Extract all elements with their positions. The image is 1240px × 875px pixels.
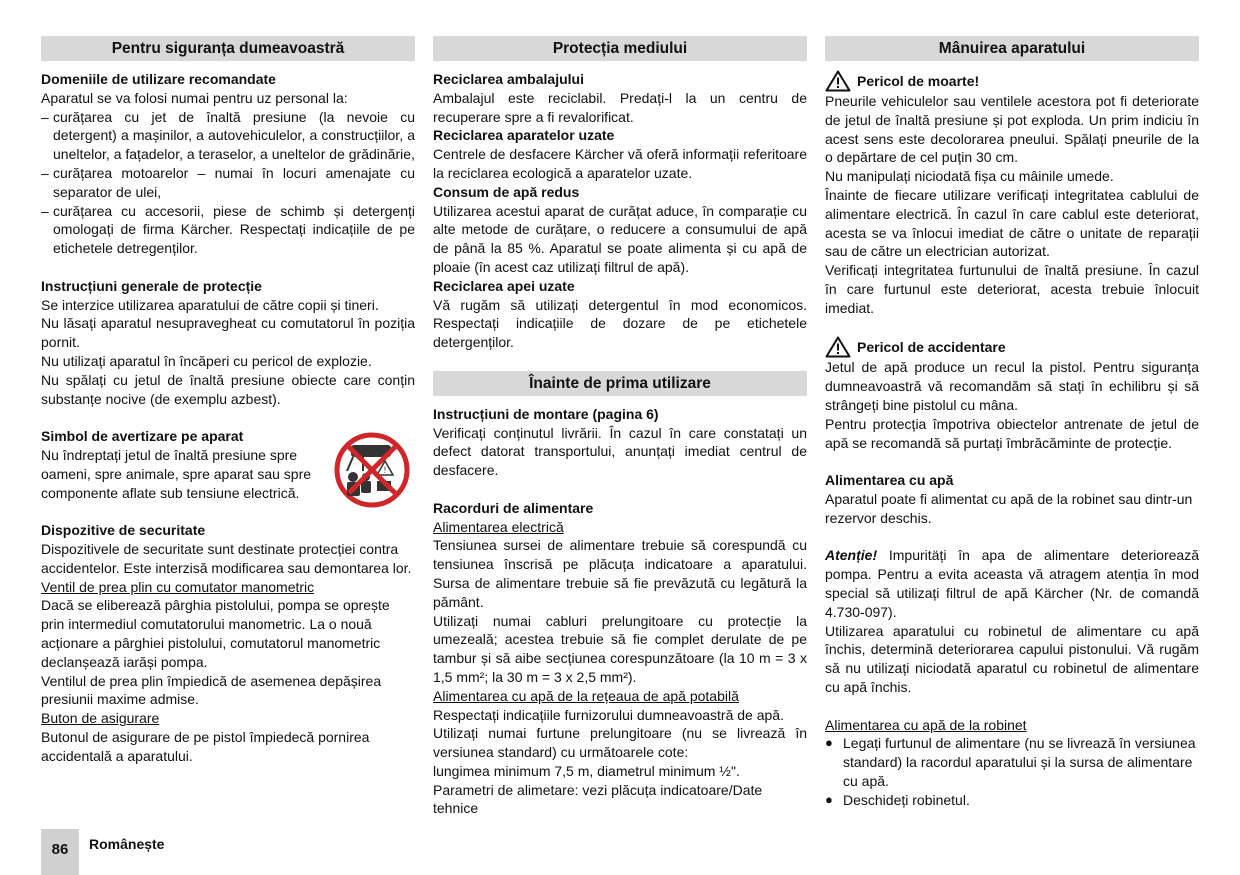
waste-water-text: Vă rugăm să utilizați detergentul în mod economicos. Respectați indicațiile de dozare de pe etichetele detergenților. bbox=[433, 296, 807, 351]
attention-note: Atenție! Impuritäți în apa de alimentare deteriorează pompa. Pentru a evita aceasta vă atragem atenția în mod special să utilizați filtrul de apă Kärcher (Nr. de comandă 4.730-097). bbox=[825, 547, 1199, 620]
subheading-tap-water-supply: Alimentarea cu apă de la robinet bbox=[825, 716, 1027, 733]
heading-waste-water: Reciclarea apei uzate bbox=[433, 277, 575, 294]
warning-title: Pericol de moarte! bbox=[857, 73, 980, 89]
water-consumption-text: Utilizarea acestui aparat de curățat aduce, în comparație cu alte metode de curățare, o reducere a consumului de apă de până la 85 %. Aparatul se poate alimenta și cu apă de ploaie (în acest caz utilizați filtrul de apă). bbox=[433, 202, 807, 275]
heading-water-supply: Alimentarea cu apă bbox=[825, 472, 954, 489]
water-supply-text: Utilizați numai furtune prelungitoare (nu se livrează în versiunea standard) cu următoarele cote: bbox=[433, 725, 807, 761]
general-protection-text: Nu spălați cu jetul de înaltă presiune obiecte care conțin substanțe nocive (de exemplu azbest). bbox=[41, 371, 415, 407]
section-header-environment: Protecția mediului bbox=[433, 36, 807, 61]
section-header-safety: Pentru siguranța dumeavoastră bbox=[41, 36, 415, 61]
danger-of-death-text: Nu manipulați niciodată fișa cu mâinile umede. bbox=[825, 168, 1114, 185]
no-spray-warning-icon bbox=[333, 431, 411, 509]
danger-of-death-text: Înainte de fiecare utilizare verificați integritatea cablului de alimentare electrică. În cazul în care cablul este deteriorat, acesta se va înlocui imediat de către o unitate de reparații sau de către un electrician autorizat. bbox=[825, 186, 1199, 260]
warning-symbol-text: Nu îndreptați jetul de înaltă presiune spre oameni, spre animale, spre aparat sau spre componente aflate sub tensiune electrică. bbox=[41, 446, 312, 501]
old-device-recycling-text: Centrele de desfacere Kärcher vă oferă informații referitoare la reciclarea ecologică a aparatelor uzate. bbox=[433, 146, 807, 181]
assembly-instructions-text: Verificați conținutul livrării. În cazul în care constatați un defect datorat transportului, anunțați imediat centrul de desfacere. bbox=[433, 424, 807, 479]
safety-button-text: Butonul de asigurare de pe pistol împiedecă pornirea accidentală a aparatului. bbox=[41, 728, 370, 764]
danger-of-death-text: Verificați integritatea furtunului de înaltă presiune. În cazul în care furtunul este deteriorat, acesta trebuie înlocuit imediat. bbox=[825, 262, 1199, 316]
list-item: – curățarea cu accesorii, piese de schimb și detergenți omologați de firma Kärcher. Respectați indicațiile de pe etichetele detregenților. bbox=[41, 202, 415, 257]
warning-danger-of-death bbox=[825, 70, 1199, 92]
closed-tap-warning-text: Utilizarea aparatului cu robinetul de alimentare cu apă închis, determină deteriorarea capului pistonului. Vă rugăm să nu utilizați niciodată aparatul cu robinetul de alimentare cu apă închis. bbox=[825, 622, 1199, 695]
subheading-water-supply-network: Alimentarea cu apă de la rețeaua de apă potabilă bbox=[433, 687, 739, 704]
hose-dimensions-text: lungimea minimum 7,5 m, diametrul minimum ½". bbox=[433, 762, 740, 779]
accident-risk-text: Jetul de apă produce un recul la pistol. Pentru siguranța dumneavoastră vă recomandăm să stați în echilibru și să strângeți bine pistolul cu mâna. bbox=[825, 359, 1199, 413]
overflow-valve-text: Dacă se eliberează pârghia pistolului, pompa se oprește prin intermediul comutatorului manometric. La o nouă acționare a pârghiei pistolului, comutatorul manometric declanșează iarăși pompa. bbox=[41, 597, 390, 670]
list-item: – curățarea motoarelor – numai în locuri amenajate cu separator de ulei, bbox=[41, 164, 415, 200]
heading-general-protection: Instrucțiuni generale de protecție bbox=[41, 277, 262, 294]
column-environment bbox=[433, 36, 807, 818]
language-label: Românește bbox=[89, 836, 165, 852]
heading-old-device-recycling: Reciclarea aparatelor uzate bbox=[433, 127, 615, 144]
section-header-handling: Mânuirea aparatului bbox=[825, 36, 1199, 61]
list-item: ● Legați furtunul de alimentare (nu se livrează în versiunea standard) la racordul aparatului și la sursa de alimentare cu apă. bbox=[825, 735, 1196, 789]
water-supply-text: Aparatul poate fi alimentat cu apă de la robinet sau dintr-un rezervor deschis. bbox=[825, 490, 1193, 526]
general-protection-text: Nu lăsați aparatul nesupravegheat cu comutatorul în poziția pornit. bbox=[41, 315, 415, 351]
heading-warning-symbol: Simbol de avertizare pe aparat bbox=[41, 428, 244, 445]
general-protection-text: Se interzice utilizarea aparatului de către copii și tineri. bbox=[41, 296, 379, 313]
danger-of-death-text: Pneurile vehiculelor sau ventilele acestora pot fi deteriorate de jetul de înaltă presiune și pot exploda. Un prim indiciu în acest sens este decolorarea pneului. Spălați pneurile de la o depărtare de cel puțin 30 cm. bbox=[825, 93, 1199, 166]
heading-recommended-use: Domeniile de utilizare recomandate bbox=[41, 71, 276, 87]
warning-symbol-section bbox=[41, 427, 415, 502]
safety-devices-text: Dispozitivele de securitate sunt destinate protecției contra accidentelor. Este interzisă modificarea sau demontarea lor. bbox=[41, 540, 412, 576]
column-handling bbox=[825, 36, 1199, 809]
subheading-electrical-supply: Alimentarea electrică bbox=[433, 518, 564, 535]
list-item: ● Deschideți robinetul. bbox=[825, 791, 970, 808]
warning-triangle-icon bbox=[825, 336, 851, 358]
heading-supply-connections: Racorduri de alimentare bbox=[433, 499, 594, 516]
overflow-valve-text: Ventilul de prea plin împiedică de asemenea depășirea presiunii maxime admise. bbox=[41, 672, 382, 708]
supply-parameters-text: Parametri de alimetare: vezi plăcuța indicatoare/Date tehnice bbox=[433, 781, 763, 817]
extension-cable-text: Utilizați numai cabluri prelungitoare cu protecție la umezeală; acestea trebuie să fie complet derulate de pe tambur și să aibe secțiunea corespunzătoare (la 10 m = 3 x 1,5 mm²; la 30 m = 3 x 2,5 mm²). bbox=[433, 612, 807, 685]
warning-accident-risk bbox=[825, 336, 1199, 358]
packaging-recycling-text: Ambalajul este reciclabil. Predați-l la un centru de recuperare spre a fi revalorificat. bbox=[433, 89, 807, 125]
warning-title: Pericol de accidentare bbox=[857, 339, 1006, 356]
column-safety bbox=[41, 36, 415, 765]
heading-packaging-recycling: Reciclarea ambalajului bbox=[433, 71, 584, 87]
electrical-supply-text: Tensiunea sursei de alimentare trebuie să corespundă cu tensiunea înscrisă pe plăcuța indicatoare a aparatului. Sursa de alimentare trebuie să fie prevăzută cu legătură la pământ. bbox=[433, 537, 807, 610]
subheading-safety-button: Buton de asigurare bbox=[41, 710, 160, 727]
heading-water-consumption: Consum de apă redus bbox=[433, 183, 580, 200]
heading-assembly-instructions: Instrucțiuni de montare (pagina 6) bbox=[433, 405, 659, 422]
recommended-use-intro: Aparatul se va folosi numai pentru uz personal la: bbox=[41, 89, 348, 106]
svg-text:!: ! bbox=[383, 465, 387, 476]
accident-risk-text: Pentru protecția împotriva obiectelor antrenate de jetul de apă se recomandă să purtați îmbrăcăminte de protecție. bbox=[825, 415, 1199, 451]
water-supply-text: Respectați indicațiile furnizorului dumneavoastră de apă. bbox=[433, 706, 784, 723]
attention-label: Atenție! bbox=[825, 547, 878, 564]
section-header-before-first-use: Înainte de prima utilizare bbox=[433, 371, 807, 396]
general-protection-text: Nu utilizați aparatul în încăperi cu pericol de explozie. bbox=[41, 352, 372, 369]
page-number: 86 bbox=[41, 829, 79, 875]
heading-safety-devices: Dispozitive de securitate bbox=[41, 522, 206, 539]
list-item: – curățarea cu jet de înaltă presiune (la nevoie cu detergent) a mașinilor, a autovehiculelor, a construcțiilor, a uneltelor, a fațadelor, a teraselor, a uneltelor de grădinărie, bbox=[41, 108, 415, 163]
warning-triangle-icon bbox=[825, 70, 851, 92]
subheading-overflow-valve: Ventil de prea plin cu comutator manometric bbox=[41, 578, 315, 595]
